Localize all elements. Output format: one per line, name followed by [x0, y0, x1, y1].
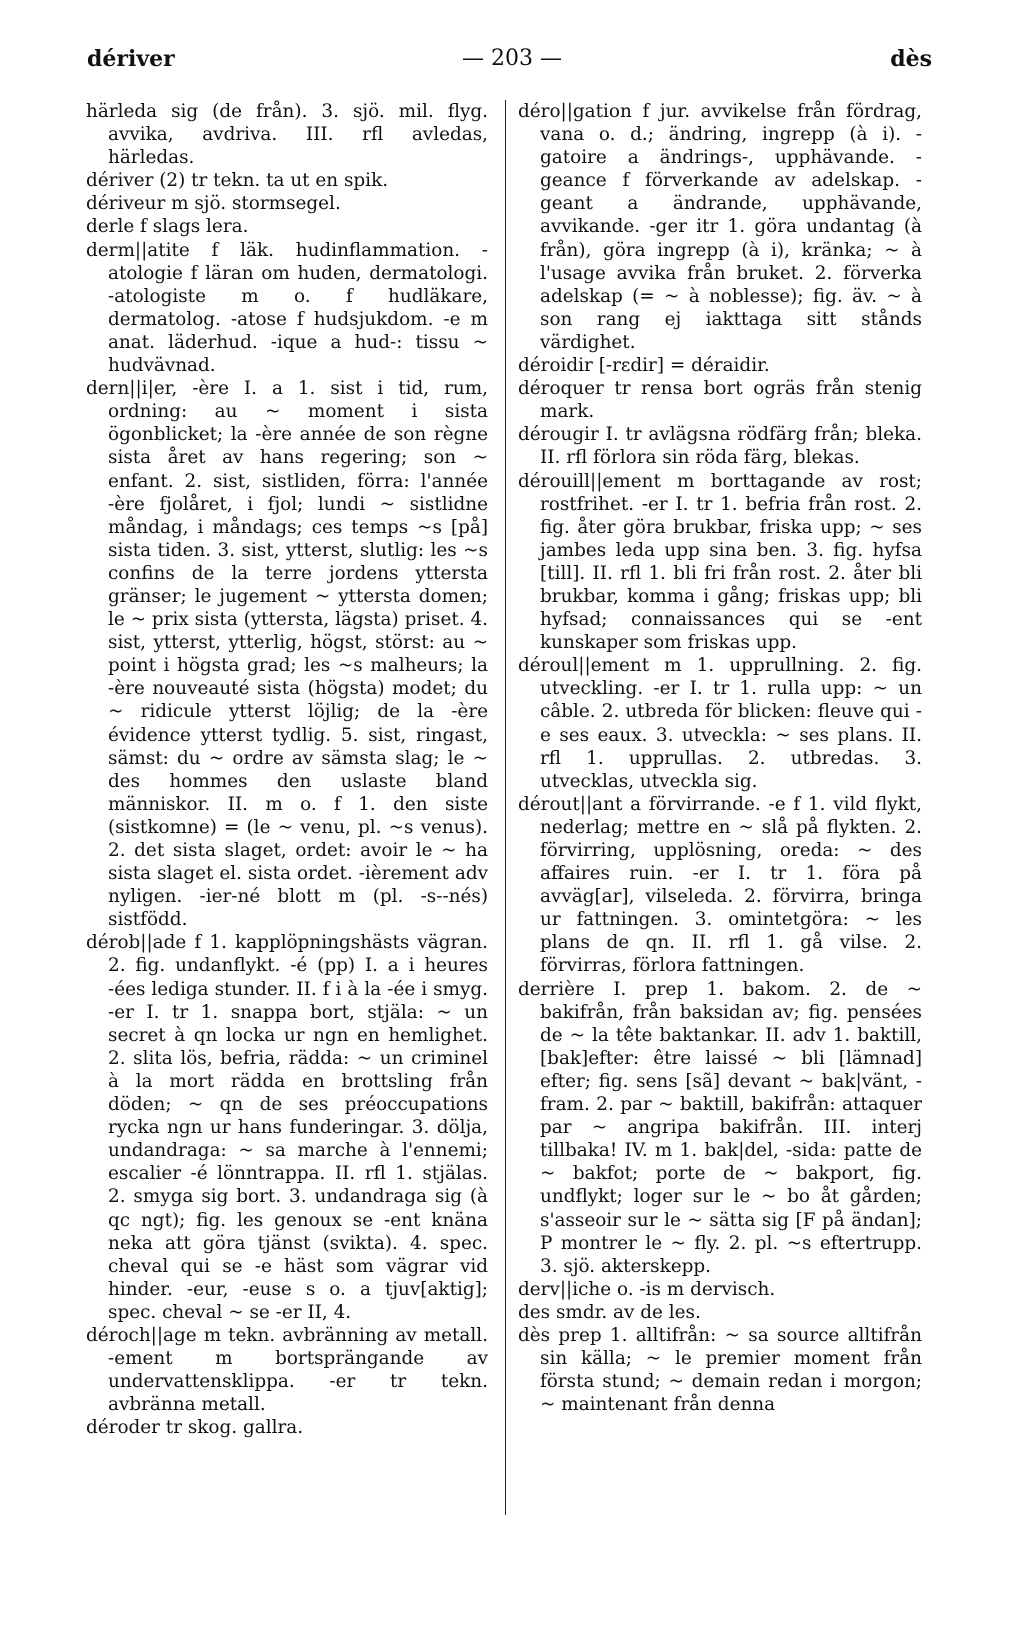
header-left-guide-word: dériver: [87, 46, 175, 72]
left-column: [86, 100, 488, 1610]
entry: déroch||age m tekn. avbränning av metall. -ement m bortsprängande av undervattensklippa. -er tr tekn. avbränna metall.: [86, 1324, 488, 1416]
entry: déroul||ement m 1. upprullning. 2. fig. utveckling. -er I. tr 1. rulla upp: ~ un câble. 2. utbreda för blicken: fleuve qui -e ses eaux. 3. utveckla: ~ ses plans. II. rfl 1. upprullas. 2. utbredas. 3. utvecklas, utveckla sig.: [518, 655, 922, 792]
entry: dériver (2) tr tekn. ta ut en spik.: [86, 170, 389, 192]
entry: dériveur m sjö. stormsegel.: [86, 193, 341, 215]
right-column: [518, 100, 922, 1610]
header-right-guide-word: dès: [890, 46, 932, 72]
entry: dern||i|er, -ère I. a 1. sist i tid, rum, ordning: au ~ moment i sista ögonblicket; la -ère année de son règne sista året av hans regering; son ~ enfant. 2. sist, sistliden, förra: l'année -ère fjolåret, i fjol; lundi ~ sistlidne måndag, i måndags; ces temps ~s [på] sista tiden. 3. sist, ytterst, slutlig: les ~s confins de la terre jordens yttersta gränser; le jugement ~ yttersta domen; le ~ prix sista (yttersta, lägsta) priset. 4. sist, ytterst, ytterlig, högst, störst: au ~ point i högsta grad; les ~s malheurs; la -ère nouveauté sista (högsta) modet; du ~ ridicule ytterst löjlig; de la -ère évidence ytterst tydlig. 5. sist, ringast, sämst: du ~ ordre av sämsta slag; le ~ des hommes den uslaste bland människor. II. m o. f 1. den siste (sistkomne) = (le ~ venu, pl. ~s venus). 2. det sista slaget, ordet: avoir le ~ ha sista slaget el. sista ordet. -ièrement adv nyligen. -ier-né blott m (pl. -s--nés) sistfödd.: [86, 378, 488, 931]
entry: déroidir [-rɛdir] = déraidir.: [518, 355, 770, 377]
entry: dérob||ade f 1. kapplöpningshästs vägran. 2. fig. undanflykt. -é (pp) I. a i heures -ées lediga stunder. II. f i à la -ée i smyg. -er I. tr 1. snappa bort, stjäla: ~ un secret à qn locka ur ngn en hemlighet. 2. slita lös, befria, rädda: ~ un criminel à la mort rädda en brottsling från döden; ~ qn de ses préoccupations rycka ngn ur hans funderingar. 3. dölja, undandraga: ~ sa marche à l'ennemi; escalier -é lönntrappa. II. rfl 1. stjälas. 2. smyga sig bort. 3. undandraga sig (à qc ngt); fig. les genoux se -ent knäna neka att göra tjänst (svikta). 4. spec. cheval qui se -e häst som vägrar vid hinder. -eur, -euse s o. a tjuv[aktig]; spec. cheval ~ se -er II, 4.: [86, 932, 488, 1323]
entry: dérout||ant a förvirrande. -e f 1. vild flykt, nederlag; mettre en ~ slå på flykten. 2. förvirring, upplösning, oreda: ~ des affaires ruin. -er I. tr 1. föra på avväg[ar], vilseleda. 2. förvirra, bringa ur fattningen. 3. omintetgöra: ~ les plans de qn. II. rfl 1. gå vilse. 2. förvirras, förlora fattningen.: [518, 793, 922, 977]
entry: derrière I. prep 1. bakom. 2. de ~ bakifrån, från baksidan av; fig. pensées de ~ la tête baktankar. II. adv 1. baktill, [bak]efter: être laissé ~ bli [lämnad] efter; fig. sens [sã] devant ~ bak|vänt, -fram. 2. par ~ baktill, bakifrån: attaquer par ~ angripa bakifrån. III. interj tillbaka! IV. m 1. bak|del, -sida: patte de ~ bakfot; porte de ~ bakport, fig. undflykt; loger sur le ~ bo åt gården; s'asseoir sur le ~ sätta sig [F på ändan]; P montrer le ~ fly. 2. pl. ~s eftertrupp. 3. sjö. akterskepp.: [518, 978, 922, 1277]
entry: derle f slags lera.: [86, 216, 249, 238]
entry: dérouill||ement m borttagande av rost; rostfrihet. -er I. tr 1. befria från rost. 2. fig. åter göra brukbar, friska upp; ~ ses jambes leda upp sina ben. 3. fig. hyfsa [till]. II. rfl 1. bli fri från rost. 2. åter bli brukbar, komma i gång; friskas upp; bli hyfsad; connaissances qui se -ent kunskaper som friskas upp.: [518, 470, 922, 654]
entry: derv||iche o. -is m dervisch.: [518, 1278, 776, 1300]
entry: härleda sig (de från). 3. sjö. mil. flyg. avvika, avdriva. III. rfl avledas, härledas.: [86, 101, 488, 169]
page-number: — 203 —: [462, 46, 562, 71]
entry: déroder tr skog. gallra.: [86, 1417, 304, 1439]
entry: dérо||gation f jur. avvikelse från fördrag, vana o. d.; ändring, ingrepp (à i). -gatoire a ändrings-, upphävande. -geance f förverkande av adelskap. -geant a ändrande, upphävande, avvikande. -ger itr 1. göra undantag (à från), göra ingrepp (à i), kränka; ~ à l'usage avvika från bruket. 2. förverka adelskap (= ~ à noblesse); fig. äv. ~ à son rang ej iakttaga sitt stånds värdighet.: [518, 101, 922, 353]
column-divider: [505, 100, 506, 1515]
entry: dès prep 1. alltifrån: ~ sa source alltifrån sin källa; ~ le premier moment från första stund; ~ demain redan i morgon; ~ maintenant från denna: [518, 1324, 922, 1416]
entry: déroquer tr rensa bort ogräs från stenig mark.: [518, 378, 922, 423]
entry: derm||atite f läk. hudinflammation. -atologie f läran om huden, dermatologi. -atologiste m o. f hudläkare, dermatolog. -atose f hudsjukdom. -e m anat. läderhud. -ique a hud-: tissu ~ hudvävnad.: [86, 239, 488, 377]
entry: des smdr. av de les.: [518, 1301, 701, 1323]
entry: dérougir I. tr avlägsna rödfärg från; bleka. II. rfl förlora sin röda färg, blekas.: [518, 424, 922, 469]
